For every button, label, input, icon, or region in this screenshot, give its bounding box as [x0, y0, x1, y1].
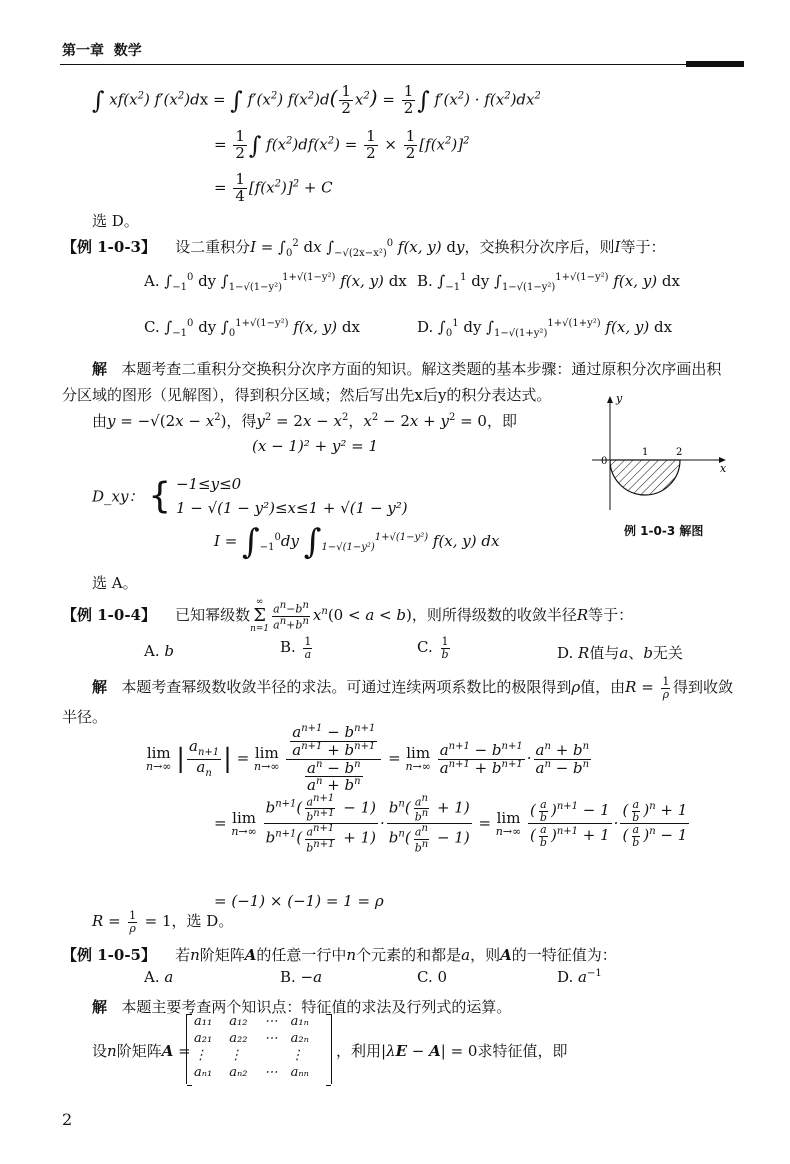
ex3-solution-label: 解: [92, 360, 108, 378]
ex5-option-a: A. a: [144, 968, 174, 986]
ex4-tag: 【例 1-0-4】: [62, 606, 156, 624]
sol1-line2: = $\frac{1}{2}$ ∫ $f(x^2)df(x^2)$ = $\frac{1}{2}$ × $\frac{1}{2}$ $[f(x^2)]^2$: [214, 127, 470, 162]
header-rule: [60, 64, 744, 65]
ex4-question: 【例 1-0-4】 已知幂级数 ∞ Σ n=1 $\frac{a^n-b^n}{a^n+b^n}$ $x^n(0 < a < b)$，则所得级数的收敛半径R等于：: [62, 597, 634, 634]
ex3-solution-line1: 解 本题考查二重积分交换积分次序方面的知识。解这类题的基本步骤：通过原积分次序画出积: [92, 360, 722, 378]
ex3-result: $I = \int_{-1}^0dy$ $\int_{1-√(1-y^2)}^{1+√(1-y^2)}$ f(x, y) dx: [214, 522, 500, 562]
y-axis-label: y: [616, 392, 623, 405]
subject-label: 数学: [113, 43, 142, 59]
ex3-option-a: A. $\int_{-1}^0$ dy $\int_{1-√(1-y^2)}^{1+√(1-y^2)}$ f(x, y) dx: [144, 272, 407, 293]
ex3-circle-eq: (x − 1)² + y² = 1: [252, 437, 379, 455]
ex4-option-c: C. $\frac{1}{b}$: [417, 635, 449, 661]
ex4-solution-line1: 解 本题考查幂级数收敛半径的求法。可通过连续两项系数比的极限得到ρ值，由R = $\frac{1}{\rho}$ 得到收敛: [92, 675, 734, 701]
ex5-matrix: [186, 1014, 332, 1084]
ex3-answer: 选 A。: [92, 574, 138, 592]
sol1-line1: ∫ $xf(x^2) f'(x^2)dx$ = ∫ $f'(x^2)$ $f(x^2)d$( $\frac{1}{2}$ $x^2$) = $\frac{1}{2}$ ∫ $f'(x^2) \cdot f(x^2)dx^2$: [92, 82, 541, 117]
ex5-option-b: B. −a: [280, 968, 323, 986]
ex5-tag: 【例 1-0-5】: [62, 946, 156, 964]
ex4-limit-line3: = (−1) × (−1) = 1 = ρ: [214, 892, 384, 910]
ex3-figure: [582, 392, 742, 517]
ex5-solution-line1: 解 本题主要考查两个知识点：特征值的求法及行列式的运算。: [92, 998, 512, 1016]
y-axis-arrow: [607, 396, 613, 403]
ex5-option-d: D. $a^{-1}$: [557, 968, 602, 986]
ex3-domain: D_xy： { −1≤y≤0 1 − √(1 − y²)≤x≤1 + √(1 − y²): [92, 475, 408, 517]
sol1-answer: 选 D。: [92, 212, 139, 230]
sol1-line3: = $\frac{1}{4}$ $[f(x^2)]^2 + C$: [214, 170, 333, 205]
ex5-matrix-intro: 设n阶矩阵A =: [92, 1042, 191, 1060]
ex3-option-b: B. $\int_{-1}^1$ dy $\int_{1-√(1-y^2)}^{1+√(1-y^2)}$ f(x, y) dx: [417, 272, 680, 293]
tick-2-label: 2: [676, 447, 683, 458]
domain-cond-2: 1 − √(1 − y²)≤x≤1 + √(1 − y²): [175, 499, 408, 517]
tick-1-label: 1: [642, 447, 649, 458]
ex4-option-a: A. b: [144, 642, 174, 660]
origin-label: 0: [601, 456, 608, 467]
ex3-question: 【例 1-0-3】 设二重积分$I = \int_0^2$ dx $\int_{-√(2x-x^2)}^0$ f(x, y) dy，交换积分次序后，则I等于：: [62, 238, 666, 259]
ex5-matrix-tail: ，利用|λE − A| = 0求特征值，即: [336, 1042, 568, 1060]
ex3-solution-line2: 分区域的图形（见解图），得到积分区域；然后写出先x后y的积分表达式。: [62, 386, 552, 404]
domain-cond-1: −1≤y≤0: [175, 475, 242, 493]
chapter-header: [62, 40, 142, 60]
x-axis-label: x: [720, 462, 727, 475]
ex5-solution-label: 解: [92, 998, 108, 1016]
header-bar: [686, 61, 744, 67]
ex5-question: 【例 1-0-5】 若n阶矩阵A的任意一行中n个元素的和都是a，则A的一特征值为：: [62, 946, 617, 964]
ex3-option-c: C. $\int_{-1}^0$ dy $\int_0^{1+√(1-y^2)}$ f(x, y) dx: [144, 318, 360, 339]
half-disc-region: [610, 460, 680, 495]
ex4-limit-line1: lim n→∞ | $\frac{a_{n+1}}{a_n}$ | = lim n→∞ $\frac{\frac{a^{n+1} - b^{n+1}}{a^{n+1} + b^{n+1}}}{\frac{a^n - b^n}{a^n + b^n}}$ = lim n→∞ $\frac{a^{n+1} - b^{n+1}}{a^{n+1} + b^{n+1}}$ · $\frac{a^n + b^n}{a^n - b^n}$: [146, 723, 590, 795]
ex3-option-d: D. $\int_0^1$ dy $\int_{1-√(1+y^2)}^{1+√(1+y^2)}$ f(x, y) dx: [417, 318, 673, 339]
ex4-conclusion: R = $\frac{1}{\rho}$ = 1，选 D。: [92, 909, 234, 935]
matrix-grid: a₁₁ a₁₂ ⋯ a₁ₙ a₂₁ a₂₂ ⋯ a₂ₙ ⋮ ⋮ ⋮ aₙ₁ aₙ₂ ⋯ aₙₙ: [194, 1014, 309, 1080]
page-number: 2: [62, 1110, 73, 1129]
ex5-option-c: C. 0: [417, 968, 448, 986]
ex4-option-b: B. $\frac{1}{a}$: [280, 635, 312, 661]
region-diagram: [582, 392, 742, 517]
ex4-option-d: D. R值与a、b无关: [557, 644, 683, 662]
ex4-solution-label: 解: [92, 678, 108, 697]
ex3-derive: 由$y = -√(2x - x^2)$，得$y^2 = 2x - x^2$，$x^2 - 2x + y^2 = 0$，即: [92, 412, 517, 430]
ex3-tag: 【例 1-0-3】: [62, 238, 156, 256]
domain-label: D_xy：: [92, 487, 144, 506]
chapter-label: 第一章: [62, 43, 104, 59]
ex3-figure-caption: 例 1-0-3 解图: [624, 524, 704, 538]
ex4-limit-line2: = lim n→∞ $b^{n+1}$( $\frac{a^{n+1}}{b^{n+1}}$ − 1) $b^{n+1}$( $\frac{a^{n+1}}{b^{n+1}}$ + 1) · $b^n$( $\frac{a^n}{b^n}$ + 1) $b^n$( $\frac{a^n}{b^n}$ − 1) = lim n→∞ ( $\frac{a}{b}$ )$^{n+1}$ − 1 ( $\frac{a}{b}$ )$^{n+1}$ + 1 · ( $\frac{a}{b}$ )$^n$ + 1 ( $\frac{a}{b}$ )$^n$ − 1: [214, 793, 688, 855]
ex4-solution-line2: 半径。: [62, 708, 108, 726]
